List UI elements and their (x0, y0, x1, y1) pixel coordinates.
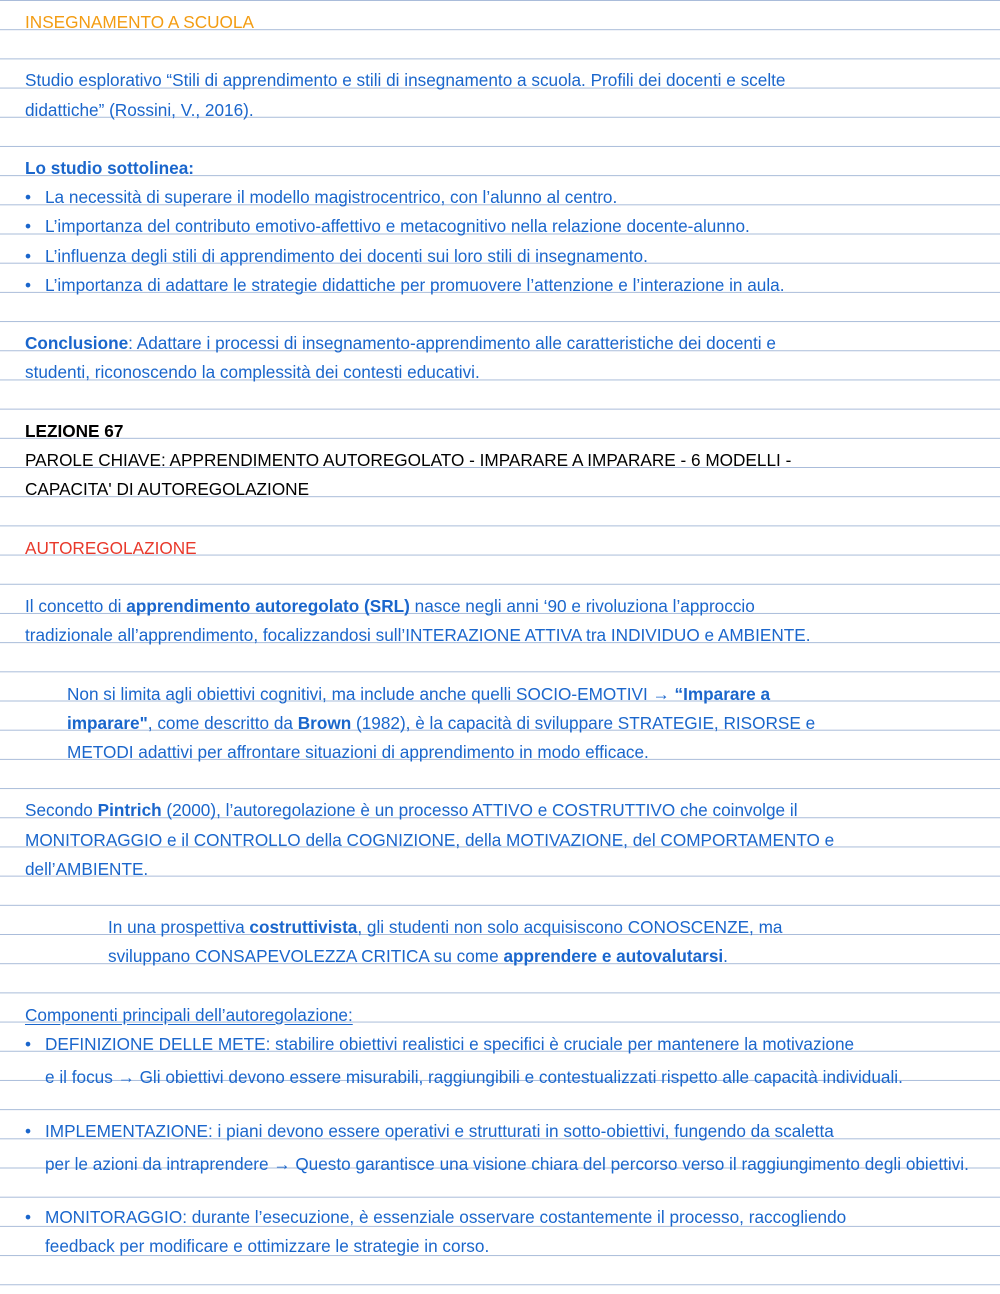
keywords-line-2: CAPACITA' DI AUTOREGOLAZIONE (25, 479, 310, 500)
pintrich-line-1: Secondo Pintrich (2000), l’autoregolazione è un processo ATTIVO e COSTRUTTIVO che coinvolge il (25, 800, 798, 821)
pintrich-line-2: MONITORAGGIO e il CONTROLLO della COGNIZIONE, della MOTIVAZIONE, del COMPORTAMENTO e (25, 829, 835, 850)
bullet-icon: • (25, 187, 32, 208)
blank-line (25, 650, 973, 679)
list-item: • MONITORAGGIO: durante l’esecuzione, è essenziale osservare costantemente il processo, raccogliendo feedback per modificare e ottimizzare le strategie in corso. (25, 1203, 973, 1261)
list-item: • DEFINIZIONE DELLE METE: stabilire obiettivi realistici e specifici è cruciale per mantenere la motivazione e il focus → Gli obiettivi devono essere misurabili, raggiungibili e contestualizzati rispetto alle capacità individuali. (25, 1030, 973, 1117)
bullet-icon: • (25, 1207, 32, 1228)
srl-line-1: Il concetto di apprendimento autoregolato (SRL) nasce negli anni ‘90 e rivoluziona l’approccio (25, 595, 755, 616)
list-item: • La necessità di superare il modello magistrocentrico, con l’alunno al centro. (25, 183, 973, 212)
keywords-line-1: PAROLE CHIAVE: APPRENDIMENTO AUTOREGOLATO - IMPARARE A IMPARARE - 6 MODELLI - (25, 449, 792, 470)
blank-line (25, 504, 973, 533)
list-item: • L’importanza del contributo emotivo-affettivo e metacognitivo nella relazione docente-alunno. (25, 212, 973, 241)
bullet-icon: • (25, 245, 32, 266)
list-item: • L’importanza di adattare le strategie didattiche per promuovere l’attenzione e l’interazione in aula. (25, 271, 973, 300)
blank-line (25, 767, 973, 796)
bullet-icon: • (25, 1120, 32, 1141)
study-title-line-2: didattiche” (Rossini, V., 2016). (25, 99, 254, 120)
notes-content (25, 8, 973, 1262)
author-pintrich: Pintrich (97, 800, 162, 821)
costruttivista-line-2: sviluppano CONSAPEVOLEZZA CRITICA su come apprendere e autovalutarsi. (108, 946, 728, 967)
list-item: • L’influenza degli stili di apprendimento dei docenti sui loro stili di insegnamento. (25, 242, 973, 271)
pintrich-line-3: dell’AMBIENTE. (25, 858, 149, 879)
blank-line (25, 300, 973, 329)
srl-term: apprendimento autoregolato (SRL) (126, 595, 410, 616)
conclusion-line-1: Conclusione: Adattare i processi di insegnamento-apprendimento alle caratteristiche dei docenti e (25, 333, 776, 354)
blank-line (25, 972, 973, 1001)
study-emphasis-heading: Lo studio sottolinea: (25, 157, 194, 178)
components-list (25, 1030, 973, 1262)
brown-line-2: imparare", come descritto da Brown (1982), è la capacità di sviluppare STRATEGIE, RISORSE e (67, 712, 816, 733)
bullet-icon: • (25, 1033, 32, 1054)
conclusion-line-2: studenti, riconoscendo la complessità dei contesti educativi. (25, 362, 480, 383)
blank-line (25, 125, 973, 154)
blank-line (25, 37, 973, 66)
blank-line (25, 388, 973, 417)
components-title: Componenti principali dell’autoregolazione: (25, 1004, 353, 1025)
bullet-icon: • (25, 274, 32, 295)
heading-autoregolazione: AUTOREGOLAZIONE (25, 537, 197, 558)
costruttivista-line-1: In una prospettiva costruttivista, gli studenti non solo acquisiscono CONOSCENZE, ma (108, 917, 783, 938)
blank-line (25, 563, 973, 592)
brown-line-3: METODI adattivi per affrontare situazioni di apprendimento in modo efficace. (67, 741, 649, 762)
study-points-list (25, 183, 973, 300)
study-title-line-1: Studio esplorativo “Stili di apprendimento e stili di insegnamento a scuola. Profili dei docenti e scelte (25, 70, 786, 91)
blank-line (25, 884, 973, 913)
conclusion-label: Conclusione (25, 333, 129, 354)
lesson-title: LEZIONE 67 (25, 420, 124, 441)
brown-line-1: Non si limita agli obiettivi cognitivi, ma include anche quelli SOCIO-EMOTIVI → “Imparare a (67, 683, 771, 704)
author-brown: Brown (297, 712, 352, 733)
srl-line-2: tradizionale all’apprendimento, focalizzandosi sull’INTERAZIONE ATTIVA tra INDIVIDUO e AMBIENTE. (25, 625, 811, 646)
bullet-icon: • (25, 216, 32, 237)
heading-insegnamento-a-scuola: INSEGNAMENTO A SCUOLA (25, 12, 254, 32)
list-item: • IMPLEMENTAZIONE: i piani devono essere operativi e strutturati in sotto-obiettivi, fungendo da scaletta per le azioni da intraprendere → Questo garantisce una visione chiara del percorso verso il raggiungimento degli obiettivi. (25, 1117, 973, 1204)
